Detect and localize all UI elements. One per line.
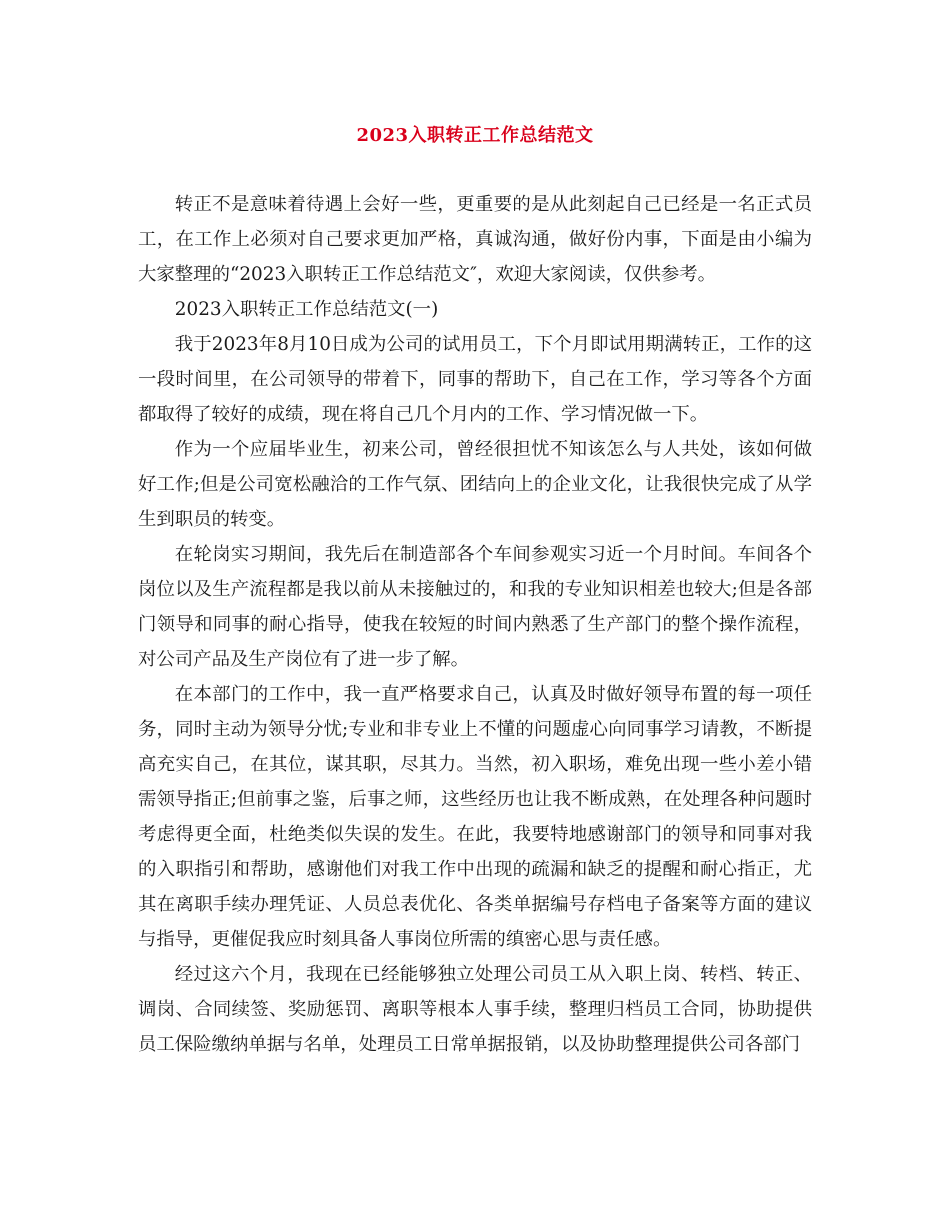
paragraph-six-months: 经过这六个月，我现在已经能够独立处理公司员工从入职上岗、转档、转正、调岗、合同续签、奖励惩罚、离职等根本人事手续，整理归档员工合同，协助提供员工保险缴纳单据与名单，处理员工日常单据报销，以及协助整理提供公司各部门: [138, 964, 812, 1055]
paragraph-graduate: 作为一个应届毕业生，初来公司，曾经很担忧不知该怎么与人共处，该如何做好工作;但是公司宽松融洽的工作气氛、团结向上的企业文化，让我很快完成了从学生到职员的转变。: [138, 439, 812, 530]
paragraph-start-date: 我于2023年8月10日成为公司的试用员工，下个月即试用期满转正，工作的这一段时间里，在公司领导的带着下，同事的帮助下，自己在工作，学习等各个方面都取得了较好的成绩，现在将自己几个月内的工作、学习情况做一下。: [138, 334, 812, 425]
section-heading: 2023入职转正工作总结范文(一): [174, 299, 439, 320]
paragraph-rotation: 在轮岗实习期间，我先后在制造部各个车间参观实习近一个月时间。车间各个岗位以及生产流程都是我以前从未接触过的，和我的专业知识相差也较大;但是各部门领导和同事的耐心指导，使我在较短的时间内熟悉了生产部门的整个操作流程，对公司产品及生产岗位有了进一步了解。: [138, 544, 812, 670]
document-title: 2023入职转正工作总结范文: [356, 125, 594, 146]
document-body: [138, 187, 812, 1062]
paragraph-intro: 转正不是意味着待遇上会好一些，更重要的是从此刻起自己已经是一名正式员工，在工作上必须对自己要求更加严格，真诚沟通，做好份内事，下面是由小编为大家整理的“2023入职转正工作总结范文″，欢迎大家阅读，仅供参考。: [138, 194, 812, 285]
paragraph-department-work: 在本部门的工作中，我一直严格要求自己，认真及时做好领导布置的每一项任务，同时主动为领导分忧;专业和非专业上不懂的问题虚心向同事学习请教，不断提高充实自己，在其位，谋其职，尽其力。当然，初入职场，难免出现一些小差小错需领导指正;但前事之鉴，后事之师，这些经历也让我不断成熟，在处理各种问题时考虑得更全面，杜绝类似失误的发生。在此，我要特地感谢部门的领导和同事对我的入职指引和帮助，感谢他们对我工作中出现的疏漏和缺乏的提醒和耐心指正，尤其在离职手续办理凭证、人员总表优化、各类单据编号存档电子备案等方面的建议与指导，更催促我应时刻具备人事岗位所需的缜密心思与责任感。: [138, 684, 812, 950]
